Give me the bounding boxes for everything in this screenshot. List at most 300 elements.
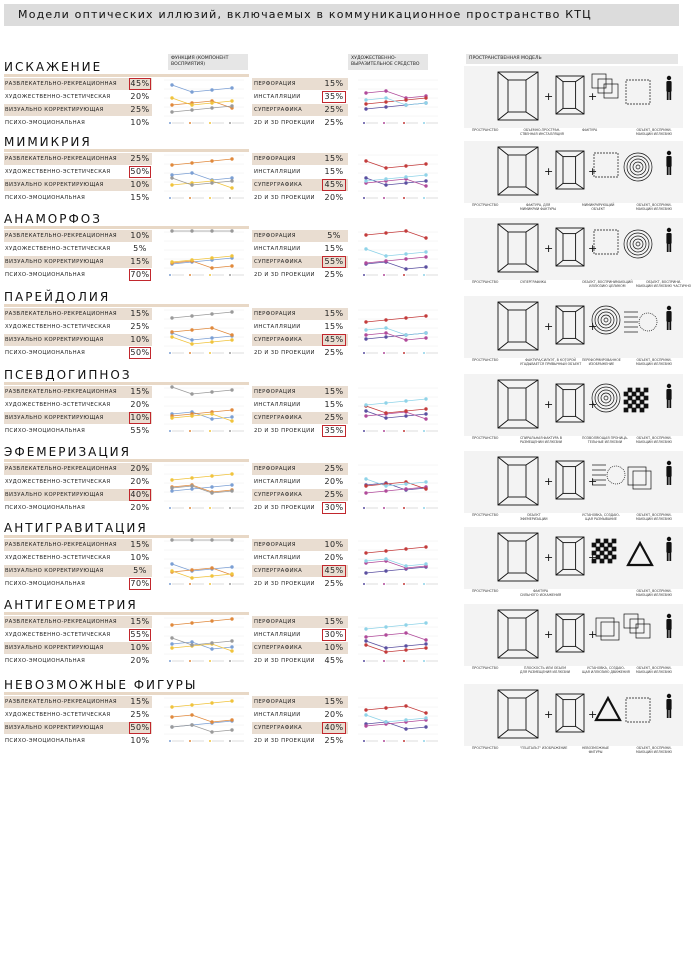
chart-series-line bbox=[172, 337, 232, 344]
function-row bbox=[4, 722, 152, 734]
chart-point bbox=[190, 392, 193, 395]
chart-point bbox=[170, 330, 173, 333]
legend-dot bbox=[383, 660, 385, 662]
plus-sign: + bbox=[544, 320, 554, 333]
chart-point bbox=[404, 547, 407, 550]
chart-point bbox=[364, 179, 367, 182]
chart-series-line bbox=[366, 641, 426, 648]
means-row bbox=[252, 386, 348, 398]
chart-point bbox=[424, 621, 427, 624]
chart-point bbox=[210, 474, 213, 477]
means-value: 5% bbox=[327, 231, 341, 240]
chart-point bbox=[404, 623, 407, 626]
chart-point bbox=[210, 106, 213, 109]
means-label: СУПЕРГРАФИКА bbox=[254, 182, 303, 188]
means-chart bbox=[350, 149, 442, 201]
chart-point bbox=[190, 568, 193, 571]
chart-point bbox=[230, 186, 233, 189]
function-label: РАЗВЛЕКАТЕЛЬНО-РЕКРЕАЦИОННАЯ bbox=[5, 311, 118, 317]
means-label: СУПЕРГРАФИКА bbox=[254, 492, 303, 498]
legend-dot bbox=[363, 660, 365, 662]
model-caption: ФАКТУРА СИЛЬНОГО ИСКАЖЕНИЯ bbox=[520, 589, 562, 597]
function-label: ВИЗУАЛЬНО КОРРЕКТИРУЮЩАЯ bbox=[5, 645, 104, 651]
section-8 bbox=[4, 598, 683, 674]
chart-point bbox=[364, 328, 367, 331]
chart-point bbox=[384, 166, 387, 169]
means-label: ПЕРФОРАЦИЯ bbox=[254, 233, 296, 239]
chart-point bbox=[384, 318, 387, 321]
page-title: Модели оптических иллюзий, включаемых в коммуникационное пространство КТЦ bbox=[4, 4, 679, 26]
legend-dot bbox=[363, 430, 365, 432]
function-label: РАЗВЛЕКАТЕЛЬНО-РЕКРЕАЦИОННАЯ bbox=[5, 156, 118, 162]
function-row bbox=[4, 489, 152, 501]
chart-series-line bbox=[172, 638, 232, 645]
function-label: РАЗВЛЕКАТЕЛЬНО-РЕКРЕАЦИОННАЯ bbox=[5, 699, 118, 705]
means-row bbox=[252, 153, 348, 165]
function-value: 15% bbox=[130, 257, 150, 266]
function-value: 20% bbox=[130, 656, 150, 665]
chart-point bbox=[384, 177, 387, 180]
legend-dot bbox=[383, 122, 385, 124]
means-label: ИНСТАЛЛЯЦИИ bbox=[254, 169, 301, 175]
legend-dot bbox=[383, 507, 385, 509]
function-row bbox=[4, 153, 152, 165]
chart-point bbox=[364, 333, 367, 336]
model-caption: УСТАНОВКА, СОЗДАЮ- ЩАЯ ИЛЛЮЗИЮ ДВИЖЕНИЯ bbox=[582, 666, 630, 674]
chart-point bbox=[424, 173, 427, 176]
means-value: 20% bbox=[324, 553, 344, 562]
function-label: ПСИХО-ЭМОЦИОНАЛЬНАЯ bbox=[5, 120, 86, 126]
function-label: ВИЗУАЛЬНО КОРРЕКТИРУЮЩАЯ bbox=[5, 568, 104, 574]
legend-dot bbox=[423, 430, 425, 432]
chart-point bbox=[170, 538, 173, 541]
means-row bbox=[252, 104, 348, 116]
section-5 bbox=[4, 368, 683, 444]
chart-point bbox=[190, 640, 193, 643]
function-row bbox=[4, 104, 152, 116]
chart-point bbox=[210, 101, 213, 104]
model-caption: МИМИКРИРУЮЩИЙ ОБЪЕКТ bbox=[582, 203, 615, 211]
header-function: ФУНКЦИЯ (КОМПОНЕНТ ВОСПРИЯТИЯ) bbox=[168, 54, 248, 70]
means-label: 2D И 3D ПРОЕКЦИИ bbox=[254, 428, 315, 434]
means-value: 25% bbox=[324, 105, 344, 114]
function-row bbox=[4, 565, 152, 577]
plus-sign: + bbox=[544, 398, 554, 411]
section-name: ПАРЕЙДОЛИЯ bbox=[4, 290, 111, 304]
legend-dot bbox=[229, 274, 231, 276]
means-chart bbox=[350, 692, 442, 744]
chart-point bbox=[424, 265, 427, 268]
plus-sign: + bbox=[544, 551, 554, 564]
chart-point bbox=[170, 96, 173, 99]
model-caption: ПРОСТРАНСТВО bbox=[472, 128, 499, 132]
function-label: ХУДОЖЕСТВЕННО-ЭСТЕТИЧЕСКАЯ bbox=[5, 402, 111, 408]
chart-point bbox=[170, 163, 173, 166]
plus-sign: + bbox=[544, 165, 554, 178]
chart-point bbox=[384, 416, 387, 419]
chart-point bbox=[190, 484, 193, 487]
chart-point bbox=[230, 408, 233, 411]
section-name: НЕВОЗМОЖНЫЕ ФИГУРЫ bbox=[4, 678, 198, 692]
chart-point bbox=[364, 571, 367, 574]
chart-point bbox=[384, 331, 387, 334]
chart-point bbox=[210, 312, 213, 315]
chart-point bbox=[230, 104, 233, 107]
chart-point bbox=[424, 562, 427, 565]
legend-dot bbox=[229, 197, 231, 199]
function-label: ХУДОЖЕСТВЕННО-ЭСТЕТИЧЕСКАЯ bbox=[5, 712, 111, 718]
function-label: ПСИХО-ЭМОЦИОНАЛЬНАЯ bbox=[5, 350, 86, 356]
chart-point bbox=[424, 646, 427, 649]
means-label: ИНСТАЛЛЯЦИИ bbox=[254, 402, 301, 408]
legend-dot bbox=[403, 507, 405, 509]
function-row bbox=[4, 192, 152, 204]
function-row bbox=[4, 256, 152, 268]
chart-point bbox=[404, 414, 407, 417]
function-value: 25% bbox=[130, 710, 150, 719]
legend-dot bbox=[403, 583, 405, 585]
chart-point bbox=[384, 706, 387, 709]
means-row bbox=[252, 347, 348, 359]
function-chart bbox=[156, 226, 248, 278]
means-value: 25% bbox=[324, 413, 344, 422]
chart-point bbox=[384, 549, 387, 552]
header-means: ХУДОЖЕСТВЕННО-ВЫРАЗИТЕЛЬНОЕ СРЕДСТВО bbox=[348, 54, 428, 70]
chart-series-line bbox=[172, 619, 232, 625]
model-caption: ПРОСТРАНСТВО bbox=[472, 666, 499, 670]
chart-point bbox=[230, 176, 233, 179]
chart-point bbox=[230, 572, 233, 575]
legend-dot bbox=[423, 660, 425, 662]
chart-point bbox=[364, 337, 367, 340]
chart-point bbox=[384, 254, 387, 257]
function-row bbox=[4, 735, 152, 747]
person-icon bbox=[666, 228, 671, 252]
illusion-figure bbox=[626, 698, 650, 722]
function-label: ХУДОЖЕСТВЕННО-ЭСТЕТИЧЕСКАЯ bbox=[5, 632, 111, 638]
plus-sign: + bbox=[544, 90, 554, 103]
legend-dot bbox=[383, 430, 385, 432]
means-row bbox=[252, 321, 348, 333]
legend-dot bbox=[189, 352, 191, 354]
chart-point bbox=[364, 551, 367, 554]
chart-point bbox=[210, 229, 213, 232]
chart-point bbox=[384, 326, 387, 329]
means-label: ПЕРФОРАЦИЯ bbox=[254, 542, 296, 548]
function-value: 20% bbox=[130, 92, 150, 101]
spatial-model bbox=[464, 451, 683, 521]
chart-point bbox=[364, 491, 367, 494]
chart-point bbox=[404, 164, 407, 167]
section-name: АНТИГЕОМЕТРИЯ bbox=[4, 598, 138, 612]
means-chart bbox=[350, 612, 442, 664]
legend-dot bbox=[229, 583, 231, 585]
means-row bbox=[252, 334, 348, 346]
means-value: 20% bbox=[324, 477, 344, 486]
chart-point bbox=[424, 179, 427, 182]
legend-dot bbox=[209, 352, 211, 354]
chart-point bbox=[190, 476, 193, 479]
chart-point bbox=[364, 176, 367, 179]
chart-point bbox=[190, 90, 193, 93]
means-chart bbox=[350, 535, 442, 587]
means-label: ПЕРФОРАЦИЯ bbox=[254, 466, 296, 472]
chart-point bbox=[364, 643, 367, 646]
means-label: ИНСТАЛЛЯЦИИ bbox=[254, 246, 301, 252]
legend-dot bbox=[403, 430, 405, 432]
means-row bbox=[252, 565, 348, 577]
model-caption: УСТАНОВКА, СОЗДАЮ- ЩАЯ РАЗМЫВАНИЕ bbox=[582, 513, 620, 521]
chart-point bbox=[170, 260, 173, 263]
legend-dot bbox=[363, 122, 365, 124]
chart-point bbox=[364, 403, 367, 406]
chart-point bbox=[230, 264, 233, 267]
function-label: ПСИХО-ЭМОЦИОНАЛЬНАЯ bbox=[5, 428, 86, 434]
model-caption: ОБЪЕКТ, ВОСПРИНИ- МАЮЩИЙ ИЛЛЮЗИЮ bbox=[636, 513, 673, 521]
chart-point bbox=[190, 171, 193, 174]
chart-point bbox=[404, 316, 407, 319]
legend-dot bbox=[423, 352, 425, 354]
legend-dot bbox=[363, 352, 365, 354]
function-value: 10% bbox=[130, 118, 150, 127]
chart-point bbox=[404, 229, 407, 232]
chart-point bbox=[230, 99, 233, 102]
chart-point bbox=[230, 565, 233, 568]
chart-point bbox=[424, 725, 427, 728]
function-value: 10% bbox=[130, 413, 150, 422]
means-row bbox=[252, 489, 348, 501]
illusion-figure bbox=[628, 543, 652, 565]
plus-sign: + bbox=[588, 90, 598, 103]
chart-point bbox=[210, 417, 213, 420]
function-label: ХУДОЖЕСТВЕННО-ЭСТЕТИЧЕСКАЯ bbox=[5, 246, 111, 252]
means-value: 30% bbox=[322, 629, 346, 641]
chart-series-line bbox=[172, 328, 232, 335]
chart-point bbox=[190, 161, 193, 164]
chart-point bbox=[210, 701, 213, 704]
function-row bbox=[4, 91, 152, 103]
means-value: 35% bbox=[322, 91, 346, 103]
function-value: 50% bbox=[130, 348, 150, 357]
plus-sign: + bbox=[544, 475, 554, 488]
chart-point bbox=[364, 627, 367, 630]
means-row bbox=[252, 412, 348, 424]
function-row bbox=[4, 230, 152, 242]
chart-point bbox=[424, 417, 427, 420]
means-row bbox=[252, 308, 348, 320]
model-caption: ОБЪЕКТ, ВОСПРИНИ- МАЮЩИЙ ИЛЛЮЗИЮ ЧАСТИЧНО bbox=[636, 280, 691, 288]
illusion-figure bbox=[594, 230, 618, 254]
means-value: 15% bbox=[324, 322, 344, 331]
chart-point bbox=[424, 314, 427, 317]
chart-point bbox=[210, 88, 213, 91]
function-row bbox=[4, 166, 152, 178]
chart-point bbox=[190, 338, 193, 341]
chart-point bbox=[364, 91, 367, 94]
legend-dot bbox=[169, 122, 171, 124]
chart-point bbox=[210, 266, 213, 269]
legend-dot bbox=[229, 122, 231, 124]
spatial-model bbox=[464, 527, 683, 597]
illusion-figure bbox=[624, 230, 652, 258]
chart-point bbox=[170, 385, 173, 388]
legend-dot bbox=[169, 430, 171, 432]
function-label: ВИЗУАЛЬНО КОРРЕКТИРУЮЩАЯ bbox=[5, 182, 104, 188]
means-label: 2D И 3D ПРОЕКЦИИ bbox=[254, 581, 315, 587]
legend-dot bbox=[209, 660, 211, 662]
chart-point bbox=[170, 569, 173, 572]
chart-point bbox=[210, 181, 213, 184]
section-name: ИСКАЖЕНИЕ bbox=[4, 60, 103, 74]
function-value: 20% bbox=[130, 400, 150, 409]
means-value: 10% bbox=[324, 540, 344, 549]
model-caption: ПОЗВОЛЯЮЩАЯ ПРОНИЦА- ТЕЛЬНЫЕ ИЛЛЮЗИИ bbox=[582, 436, 629, 444]
chart-point bbox=[424, 236, 427, 239]
chart-series-line bbox=[172, 564, 232, 571]
means-value: 45% bbox=[322, 334, 346, 346]
chart-point bbox=[384, 259, 387, 262]
chart-series-line bbox=[366, 633, 426, 640]
model-caption: ПРОСТРАНСТВО bbox=[472, 203, 499, 207]
legend-dot bbox=[209, 430, 211, 432]
model-caption: ОБЪЕКТ, ВОСПРИНИ- МАЮЩИЙ ИЛЛЮЗИЮ bbox=[636, 436, 673, 444]
chart-point bbox=[404, 631, 407, 634]
means-label: ИНСТАЛЛЯЦИИ bbox=[254, 632, 301, 638]
chart-point bbox=[170, 486, 173, 489]
person-icon bbox=[666, 76, 671, 100]
chart-point bbox=[404, 409, 407, 412]
means-row bbox=[252, 616, 348, 628]
function-label: ХУДОЖЕСТВЕННО-ЭСТЕТИЧЕСКАЯ bbox=[5, 479, 111, 485]
chart-point bbox=[230, 489, 233, 492]
chart-point bbox=[230, 645, 233, 648]
function-label: ХУДОЖЕСТВЕННО-ЭСТЕТИЧЕСКАЯ bbox=[5, 555, 111, 561]
legend-dot bbox=[383, 274, 385, 276]
chart-point bbox=[190, 487, 193, 490]
chart-point bbox=[210, 730, 213, 733]
legend-dot bbox=[169, 583, 171, 585]
chart-point bbox=[384, 100, 387, 103]
legend-dot bbox=[423, 122, 425, 124]
function-value: 10% bbox=[130, 180, 150, 189]
model-caption: ОБЪЕКТ, ВОСПРИНИ- МАЮЩИЙ ИЛЛЮЗИЮ bbox=[636, 203, 673, 211]
function-value: 50% bbox=[130, 167, 150, 176]
section-name: АНТИГРАВИТАЦИЯ bbox=[4, 521, 148, 535]
chart-point bbox=[230, 699, 233, 702]
means-label: ИНСТАЛЛЯЦИИ bbox=[254, 479, 301, 485]
section-1 bbox=[4, 60, 683, 136]
chart-point bbox=[364, 98, 367, 101]
means-row bbox=[252, 629, 348, 641]
function-label: ВИЗУАЛЬНО КОРРЕКТИРУЮЩАЯ bbox=[5, 725, 104, 731]
function-row bbox=[4, 696, 152, 708]
model-caption: ОБЪЕКТ, ВОСПРИНИ- МАЮЩИЙ ИЛЛЮЗИЮ bbox=[636, 128, 673, 136]
chart-point bbox=[364, 409, 367, 412]
means-label: СУПЕРГРАФИКА bbox=[254, 568, 303, 574]
function-chart bbox=[156, 612, 248, 664]
model-caption: ПРОСТРАНСТВО bbox=[472, 358, 499, 362]
means-value: 15% bbox=[324, 244, 344, 253]
means-row bbox=[252, 722, 348, 734]
chart-point bbox=[190, 621, 193, 624]
section-7 bbox=[4, 521, 683, 597]
function-value: 20% bbox=[130, 503, 150, 512]
chart-point bbox=[404, 103, 407, 106]
header-model: ПРОСТРАНСТВЕННАЯ МОДЕЛЬ bbox=[466, 54, 678, 64]
function-row bbox=[4, 629, 152, 641]
means-value: 55% bbox=[322, 256, 346, 268]
chart-point bbox=[230, 338, 233, 341]
means-label: ПЕРФОРАЦИЯ bbox=[254, 81, 296, 87]
chart-point bbox=[424, 162, 427, 165]
chart-point bbox=[190, 108, 193, 111]
chart-point bbox=[170, 642, 173, 645]
chart-point bbox=[230, 728, 233, 731]
chart-point bbox=[170, 103, 173, 106]
means-row bbox=[252, 230, 348, 242]
chart-point bbox=[364, 724, 367, 727]
function-label: ПСИХО-ЭМОЦИОНАЛЬНАЯ bbox=[5, 272, 86, 278]
chart-series-line bbox=[366, 406, 426, 413]
function-label: ВИЗУАЛЬНО КОРРЕКТИРУЮЩАЯ bbox=[5, 259, 104, 265]
chart-point bbox=[424, 487, 427, 490]
means-value: 20% bbox=[324, 193, 344, 202]
means-label: СУПЕРГРАФИКА bbox=[254, 259, 303, 265]
means-value: 15% bbox=[324, 154, 344, 163]
chart-point bbox=[404, 267, 407, 270]
function-row bbox=[4, 386, 152, 398]
means-label: 2D И 3D ПРОЕКЦИИ bbox=[254, 350, 315, 356]
function-chart bbox=[156, 382, 248, 434]
chart-point bbox=[404, 252, 407, 255]
means-row bbox=[252, 642, 348, 654]
function-value: 25% bbox=[130, 105, 150, 114]
chart-point bbox=[230, 179, 233, 182]
means-value: 25% bbox=[324, 348, 344, 357]
means-value: 15% bbox=[324, 79, 344, 88]
chart-point bbox=[404, 181, 407, 184]
function-row bbox=[4, 709, 152, 721]
chart-point bbox=[404, 644, 407, 647]
means-label: ИНСТАЛЛЯЦИИ bbox=[254, 712, 301, 718]
chart-point bbox=[210, 619, 213, 622]
legend-dot bbox=[189, 430, 191, 432]
means-value: 45% bbox=[324, 656, 344, 665]
chart-point bbox=[190, 342, 193, 345]
chart-series-line bbox=[366, 399, 426, 405]
means-label: 2D И 3D ПРОЕКЦИИ bbox=[254, 195, 315, 201]
chart-point bbox=[190, 328, 193, 331]
function-value: 70% bbox=[130, 270, 150, 279]
function-value: 45% bbox=[130, 79, 150, 88]
chart-point bbox=[210, 340, 213, 343]
chart-point bbox=[230, 310, 233, 313]
chart-point bbox=[424, 336, 427, 339]
function-value: 15% bbox=[130, 387, 150, 396]
chart-point bbox=[364, 102, 367, 105]
chart-point bbox=[230, 649, 233, 652]
chart-point bbox=[384, 484, 387, 487]
chart-point bbox=[170, 478, 173, 481]
legend-dot bbox=[229, 352, 231, 354]
legend-dot bbox=[189, 274, 191, 276]
function-chart bbox=[156, 692, 248, 744]
legend-dot bbox=[209, 274, 211, 276]
chart-point bbox=[230, 157, 233, 160]
chart-point bbox=[170, 316, 173, 319]
means-value: 35% bbox=[322, 425, 346, 437]
model-caption: СПИРАЛЬНАЯ ФАКТУРА В РАЗМЕЩЕНИИ ИЛЛЮЗИИ bbox=[520, 436, 563, 444]
